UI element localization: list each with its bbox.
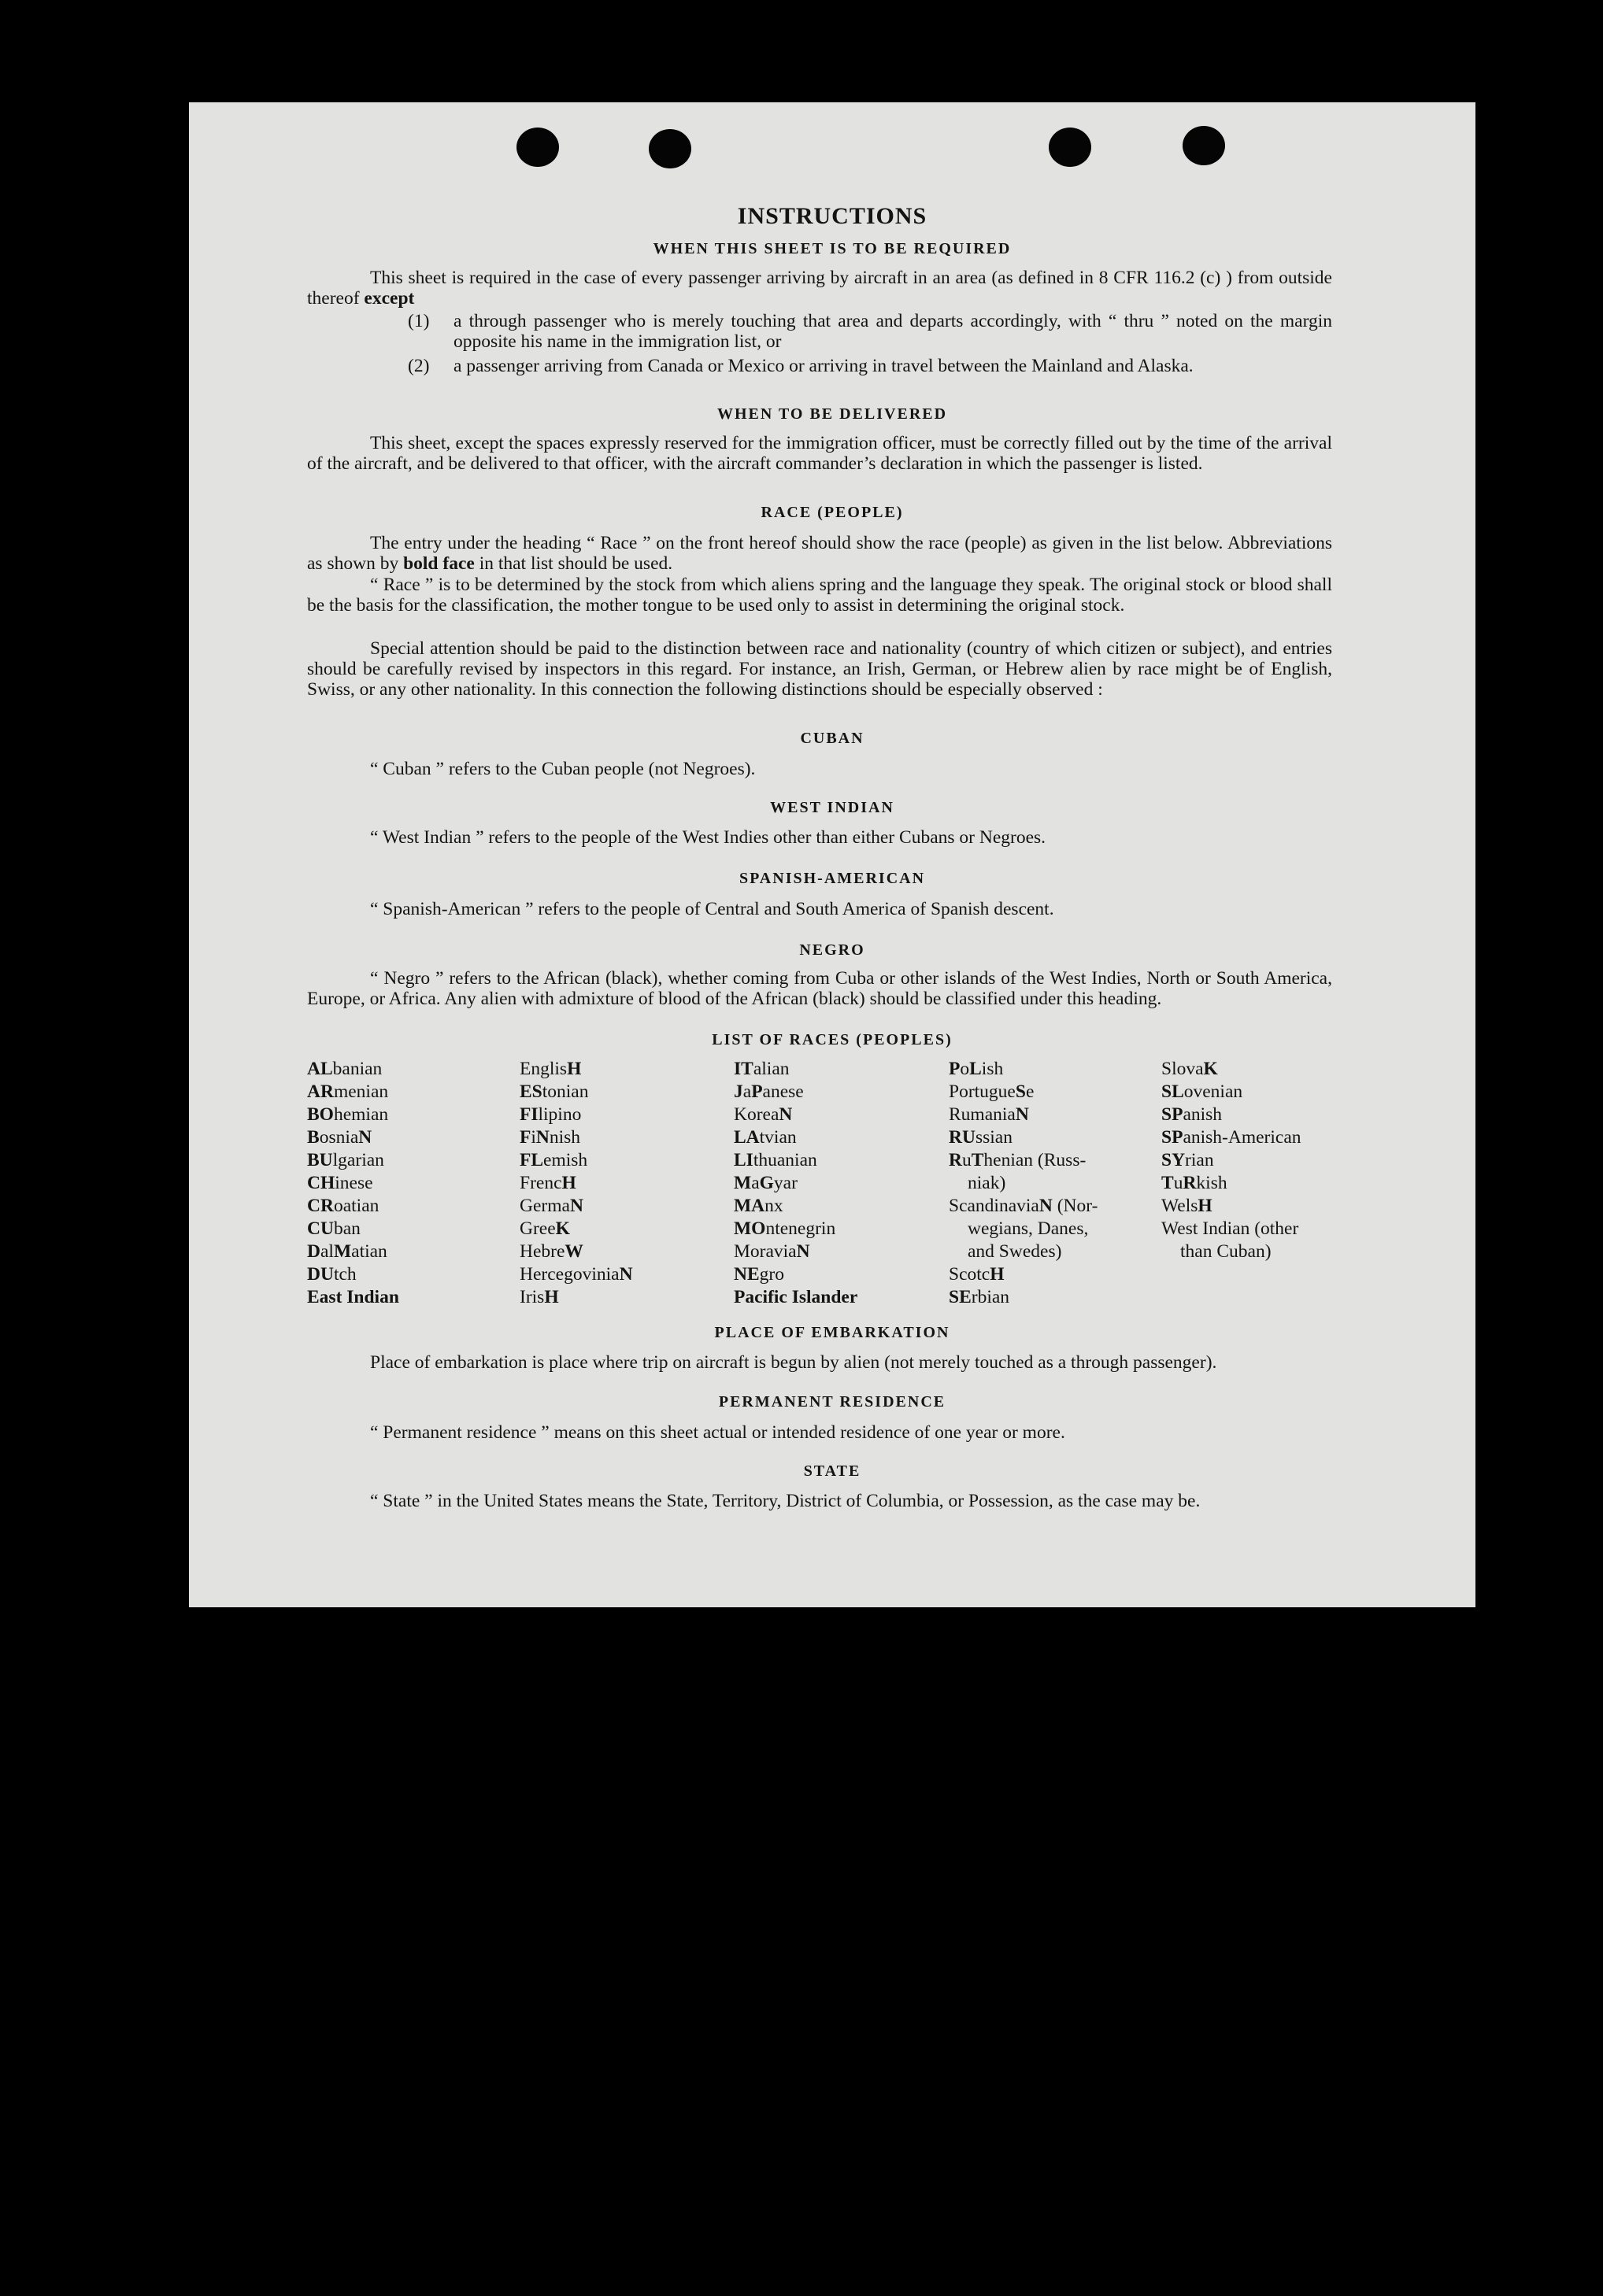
race-entry: ScandinaviaN (Nor-: [949, 1196, 1098, 1216]
race-entry: FLemish: [520, 1150, 588, 1170]
race-paragraph-1: The entry under the heading “ Race ” on the front hereof should show the race (people) as given in the list below. Abbreviations as shown by bold face in that list should be used.: [307, 533, 1332, 574]
race-entry: CHinese: [307, 1173, 373, 1193]
race-entry: IrisH: [520, 1287, 559, 1307]
race-entry: BosniaN: [307, 1127, 372, 1148]
race-entry: ScotcH: [949, 1264, 1005, 1285]
race-entry: niak): [968, 1173, 1006, 1193]
race-entry: MoraviaN: [734, 1241, 810, 1262]
race-entry: PoLish: [949, 1059, 1004, 1079]
document-sheet: [189, 102, 1475, 1607]
race-entry: GreeK: [520, 1218, 570, 1239]
races-column-2: [520, 1058, 732, 1309]
heading-place-of-embarkation: PLACE OF EMBARKATION: [714, 1324, 950, 1341]
race-entry: FiNnish: [520, 1127, 581, 1148]
cuban-text: “ Cuban ” refers to the Cuban people (not Negroes).: [370, 759, 756, 779]
heading-list-of-races: LIST OF RACES (PEOPLES): [712, 1031, 953, 1048]
race-entry: PortugueSe: [949, 1081, 1035, 1102]
races-column-5: [1161, 1058, 1374, 1263]
heading-negro: NEGRO: [799, 941, 865, 959]
race-entry: MaGyar: [734, 1173, 798, 1193]
west-indian-text: “ West Indian ” refers to the people of the West Indies other than either Cubans or Negroes.: [370, 827, 1046, 848]
punch-hole: [1049, 128, 1091, 167]
race-entry: EnglisH: [520, 1059, 582, 1079]
race-entry: FrencH: [520, 1173, 576, 1193]
race-entry: SErbian: [949, 1287, 1010, 1307]
race-entry: DalMatian: [307, 1241, 387, 1262]
race-entry: NEgro: [734, 1264, 784, 1285]
race-entry: RumaniaN: [949, 1104, 1029, 1125]
races-column-1: [307, 1058, 520, 1309]
heading-permanent-residence: PERMANENT RESIDENCE: [718, 1393, 946, 1411]
race-entry: CRoatian: [307, 1196, 379, 1216]
race-entry: SYrian: [1161, 1150, 1214, 1170]
when-delivered-text: This sheet, except the spaces expressly reserved for the immigration officer, must be correctly filled out by the time of the arrival of the aircraft, and be delivered to that officer, with the aircraft commander’s declaration in which the passenger is listed.: [307, 433, 1332, 474]
race-entry: and Swedes): [968, 1241, 1062, 1262]
race-entry: wegians, Danes,: [968, 1218, 1089, 1239]
heading-race: RACE (PEOPLE): [761, 504, 904, 521]
race-entry: EStonian: [520, 1081, 589, 1102]
heading-spanish-american: SPANISH-AMERICAN: [739, 870, 926, 887]
state-text: “ State ” in the United States means the State, Territory, District of Columbia, or Possession, as the case may be.: [370, 1491, 1201, 1511]
races-column-4: [949, 1058, 1161, 1309]
race-entry: TuRkish: [1161, 1173, 1227, 1193]
race-entry: FIlipino: [520, 1104, 582, 1125]
race-entry: WelsH: [1161, 1196, 1212, 1216]
race-paragraph-2: “ Race ” is to be determined by the stock from which aliens spring and the language they speak. The original stock or blood shall be the basis for the classification, the mother tongue to be used only to assist in determining the original stock.: [307, 575, 1332, 616]
negro-text: “ Negro ” refers to the African (black), whether coming from Cuba or other islands of the West Indies, North or South America, Europe, or Africa. Any alien with admixture of blood of the African (black) should be classified under this heading.: [307, 968, 1332, 1009]
heading-when-delivered: WHEN TO BE DELIVERED: [716, 405, 948, 423]
race-entry: ALbanian: [307, 1059, 383, 1079]
race-entry: SPanish: [1161, 1104, 1223, 1125]
heading-state: STATE: [803, 1462, 861, 1480]
race-entry: HebreW: [520, 1241, 583, 1262]
race-entry: ARmenian: [307, 1081, 389, 1102]
embarkation-text: Place of embarkation is place where trip on aircraft is begun by alien (not merely touched as a through passenger).: [370, 1352, 1217, 1373]
heading-when-required: WHEN THIS SHEET IS TO BE REQUIRED: [653, 240, 1012, 257]
race-entry: MOntenegrin: [734, 1218, 836, 1239]
race-entry: SlovaK: [1161, 1059, 1218, 1079]
race-entry: West Indian (other: [1161, 1218, 1299, 1239]
punch-hole: [516, 128, 559, 167]
spanish-american-text: “ Spanish-American ” refers to the people of Central and South America of Spanish descent.: [370, 899, 1054, 919]
race-entry: RUssian: [949, 1127, 1013, 1148]
race-entry: LIthuanian: [734, 1150, 817, 1170]
race-entry: MAnx: [734, 1196, 783, 1216]
punch-hole: [1183, 126, 1225, 165]
race-entry: Pacific Islander: [734, 1287, 858, 1307]
residence-text: “ Permanent residence ” means on this sheet actual or intended residence of one year or more.: [370, 1422, 1065, 1443]
punch-hole: [649, 129, 691, 168]
race-entry: BUlgarian: [307, 1150, 384, 1170]
race-paragraph-3: Special attention should be paid to the distinction between race and nationality (country of which citizen or subject), and entries should be carefully revised by inspectors in this regard. For instance, an Irish, German, or Hebrew alien by race might be of English, Swiss, or any other nationality. In this connection the following distinctions should be especially observed :: [307, 638, 1332, 700]
races-column-3: [734, 1058, 946, 1309]
when-required-intro: This sheet is required in the case of every passenger arriving by aircraft in an area (as defined in 8 CFR 116.2 (c) ) from outside thereof except: [307, 268, 1332, 309]
race-entry: HercegoviniaN: [520, 1264, 633, 1285]
race-entry: than Cuban): [1180, 1241, 1272, 1262]
race-entry: ITalian: [734, 1059, 790, 1079]
race-entry: SLovenian: [1161, 1081, 1243, 1102]
exception-item-1: (1) a through passenger who is merely touching that area and departs accordingly, with “ thru ” noted on the margin opposite his name in the immigration list, or: [408, 311, 1332, 352]
heading-west-indian: WEST INDIAN: [770, 799, 894, 816]
race-entry: CUban: [307, 1218, 361, 1239]
race-entry: DUtch: [307, 1264, 357, 1285]
race-entry: GermaN: [520, 1196, 583, 1216]
race-entry: East Indian: [307, 1287, 399, 1307]
race-entry: JaPanese: [734, 1081, 804, 1102]
race-entry: RuThenian (Russ-: [949, 1150, 1087, 1170]
heading-cuban: CUBAN: [800, 730, 864, 747]
race-entry: KoreaN: [734, 1104, 793, 1125]
page-title: INSTRUCTIONS: [737, 203, 927, 229]
race-entry: SPanish-American: [1161, 1127, 1301, 1148]
exception-item-2: (2) a passenger arriving from Canada or Mexico or arriving in travel between the Mainland and Alaska.: [408, 356, 1194, 376]
race-entry: BOhemian: [307, 1104, 389, 1125]
race-entry: LAtvian: [734, 1127, 797, 1148]
